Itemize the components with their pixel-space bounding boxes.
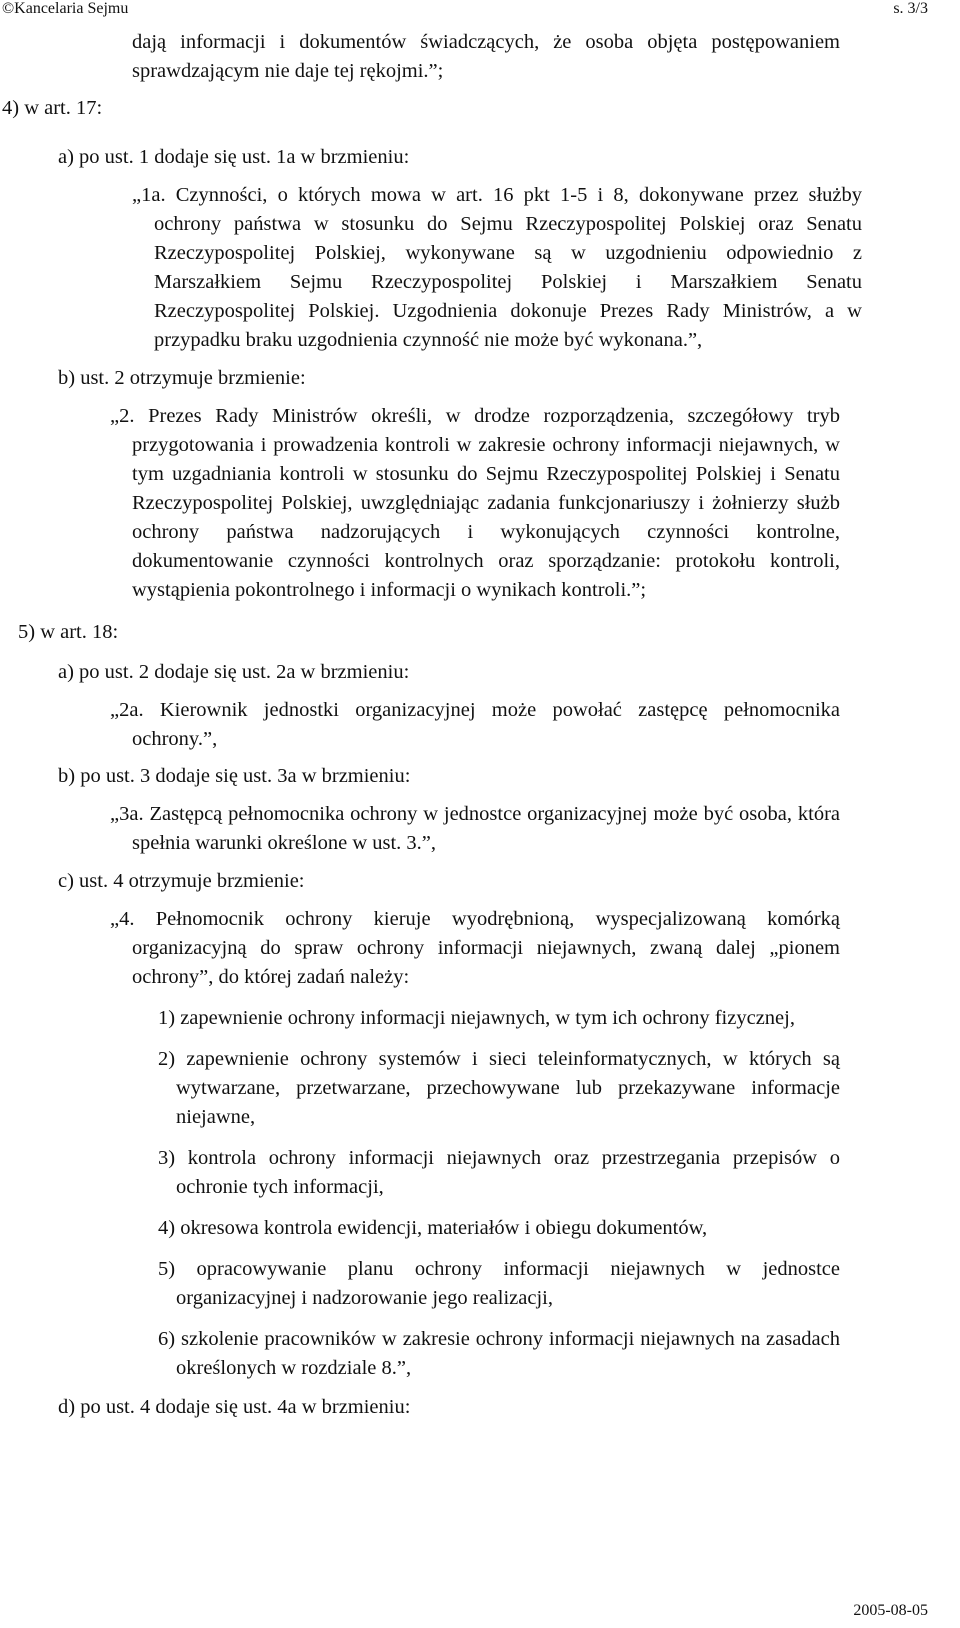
footer-date: 2005-08-05 [853,1602,928,1619]
intro-continuation: dają informacji i dokumentów świadczących, że osoba objęta postępowaniem sprawdzającym nie daje tej rękojmi.”; [132,31,840,82]
list-item: 3) kontrola ochrony informacji niejawnych oraz przestrzegania przepisów o ochronie tych informacji, [158,1147,840,1198]
art18-label: 5) w art. 18: [18,621,119,643]
art18-d-label: d) po ust. 4 dodaje się ust. 4a w brzmieniu: [58,1396,411,1418]
list-item: 2) zapewnienie ochrony systemów i sieci teleinformatycznych, w których są wytwarzane, przetwarzane, przechowywane lub przekazywane informacje niejawne, [158,1048,840,1128]
art17-a-text: „1a. Czynności, o których mowa w art. 16 pkt 1-5 i 8, dokonywane przez służby ochrony państwa w stosunku do Sejmu Rzeczypospolitej Polskiej oraz Senatu Rzeczypospolitej Polskiej, wykonywane są w uzgodnieniu odpowiednio z Marszałkiem Sejmu Rzeczypospolitej Polskiej i Marszałkiem Senatu Rzeczypospolitej Polskiej. Uzgodnienia dokonuje Prezes Rady Ministrów, a w przypadku braku uzgodnienia czynność nie może być wykonana.”, [132,184,862,351]
art18-a-text: „2a. Kierownik jednostki organizacyjnej może powołać zastępcę pełnomocnika ochrony.”, [110,699,840,750]
list-item: 6) szkolenie pracowników w zakresie ochrony informacji niejawnych na zasadach określonych w rozdziale 8.”, [158,1328,840,1379]
art18-a-label: a) po ust. 2 dodaje się ust. 2a w brzmieniu: [58,661,410,683]
document-body [0,28,960,1422]
art17-label: 4) w art. 17: [2,97,103,119]
header-copyright: ©Kancelaria Sejmu [2,0,129,17]
art18-b-text: „3a. Zastępcą pełnomocnika ochrony w jednostce organizacyjnej może być osoba, która spełnia warunki określone w ust. 3.”, [110,803,840,854]
art17-b-text: „2. Prezes Rady Ministrów określi, w drodze rozporządzenia, szczegółowy tryb przygotowania i prowadzenia kontroli w zakresie ochrony informacji niejawnych, w tym uzgadniania kontroli w stosunku do Sejmu Rzeczypospolitej Polskiej i Senatu Rzeczypospolitej Polskiej, uwzględniając zadania funkcjonariuszy i żołnierzy służb ochrony państwa nadzorujących i wykonujących czynności kontrolne, dokumentowanie czynności kontrolnych oraz sporządzanie: protokołu kontroli, wystąpienia pokontrolnego i informacji o wynikach kontroli.”; [110,405,840,601]
art18-c-items [0,1004,960,1383]
art18-c-text: „4. Pełnomocnik ochrony kieruje wyodrębnioną, wyspecjalizowaną komórką organizacyjną do spraw ochrony informacji niejawnych, zwaną dalej „pionem ochrony”, do której zadań należy: [110,908,840,988]
list-item: 1) zapewnienie ochrony informacji niejawnych, w tym ich ochrony fizycznej, [158,1007,795,1029]
art17-a-label: a) po ust. 1 dodaje się ust. 1a w brzmieniu: [58,146,410,168]
art18-b-label: b) po ust. 3 dodaje się ust. 3a w brzmieniu: [58,765,411,787]
list-item: 5) opracowywanie planu ochrony informacji niejawnych w jednostce organizacyjnej i nadzorowanie jego realizacji, [158,1258,840,1309]
list-item: 4) okresowa kontrola ewidencji, materiałów i obiegu dokumentów, [158,1217,708,1239]
art17-b-label: b) ust. 2 otrzymuje brzmienie: [58,367,306,389]
page-number: s. 3/3 [893,0,928,17]
art18-c-label: c) ust. 4 otrzymuje brzmienie: [58,870,305,892]
